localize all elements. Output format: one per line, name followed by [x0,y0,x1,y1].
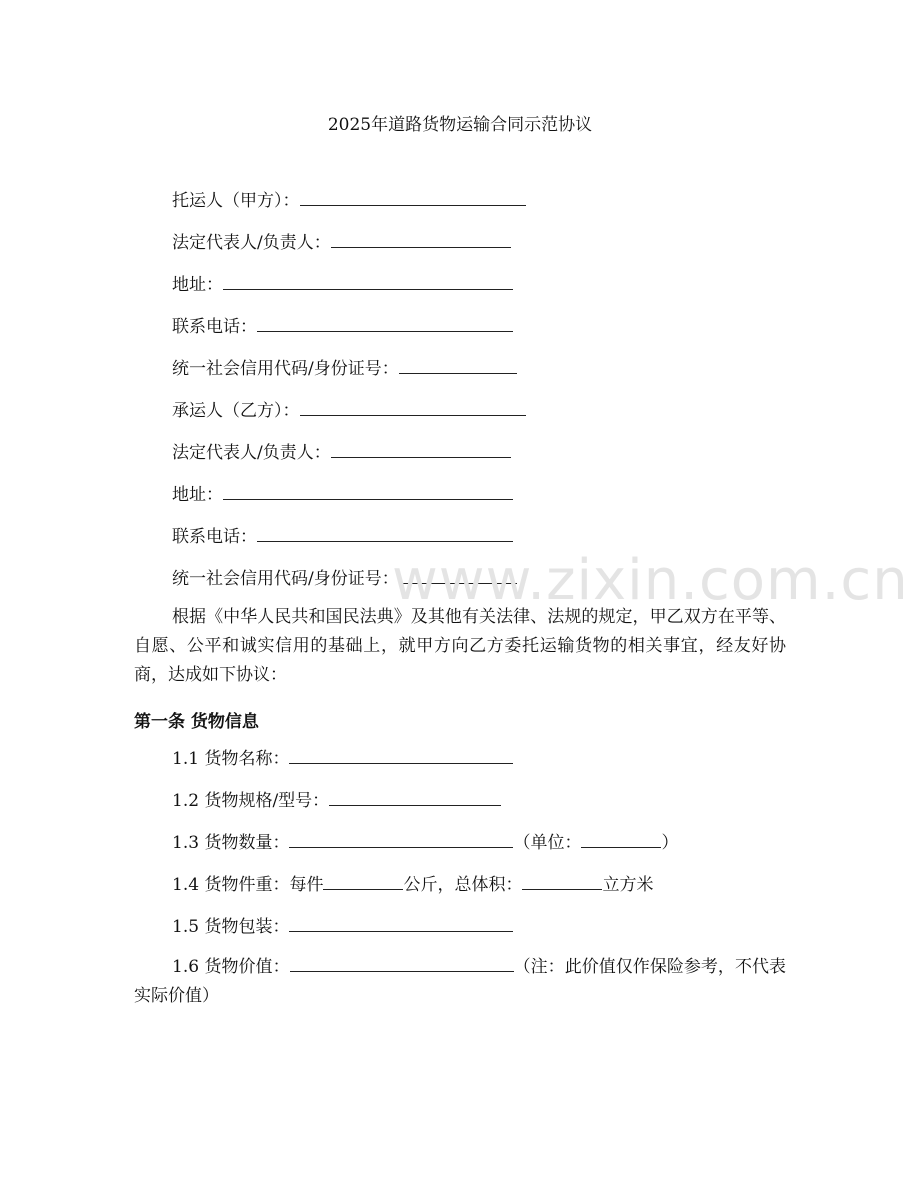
goods-value-blank[interactable] [290,955,514,972]
carrier-address-line [172,483,513,506]
goods-volume-unit: 立方米 [602,875,654,895]
document-title: 2025年道路货物运输合同示范协议 [327,115,593,135]
goods-volume-label: 公斤，总体积： [403,875,523,895]
goods-name-line [172,747,513,770]
goods-value-note: （注：此价值仅作保险参考，不代表实际价值） [134,957,786,1006]
goods-spec-label: 1.2 货物规格/型号： [172,791,330,811]
shipper-rep-blank[interactable] [331,231,511,248]
carrier-address-blank[interactable] [223,483,513,500]
goods-spec-line [172,789,501,812]
goods-value-line [134,953,786,1011]
goods-quantity-label: 1.3 货物数量： [172,833,290,853]
shipper-phone-label: 联系电话： [172,317,257,337]
carrier-phone-line [172,525,513,548]
goods-packaging-label: 1.5 货物包装： [172,917,290,937]
carrier-phone-blank[interactable] [257,525,513,542]
goods-name-label: 1.1 货物名称： [172,749,290,769]
goods-unit-label: （单位： [513,833,582,853]
shipper-id-line [172,357,517,380]
goods-quantity-line [172,831,678,854]
shipper-phone-line [172,315,513,338]
carrier-blank[interactable] [300,399,526,416]
goods-packaging-blank[interactable] [289,915,513,932]
goods-quantity-blank[interactable] [289,831,513,848]
goods-unit-blank[interactable] [581,831,661,848]
goods-packaging-line [172,915,513,938]
goods-weight-line [172,873,653,896]
shipper-rep-line [172,231,511,254]
goods-value-label: 1.6 货物价值： [172,957,290,977]
carrier-line [172,399,526,422]
goods-unit-close: ） [661,833,679,853]
carrier-id-label: 统一社会信用代码/身份证号： [172,569,399,589]
shipper-id-label: 统一社会信用代码/身份证号： [172,359,399,379]
goods-weight-label: 1.4 货物件重：每件 [172,875,324,895]
shipper-blank[interactable] [300,189,526,206]
shipper-id-blank[interactable] [399,357,517,374]
shipper-line [172,189,526,212]
carrier-rep-line [172,441,511,464]
shipper-label: 托运人（甲方）： [172,191,300,211]
goods-spec-blank[interactable] [329,789,501,806]
shipper-address-blank[interactable] [223,273,513,290]
carrier-phone-label: 联系电话： [172,527,257,547]
carrier-rep-label: 法定代表人/负责人： [172,443,331,463]
carrier-address-label: 地址： [172,485,223,505]
section-heading: 第一条 货物信息 [134,712,259,732]
carrier-rep-blank[interactable] [331,441,511,458]
shipper-phone-blank[interactable] [257,315,513,332]
watermark: www.zixin.com.cn [392,548,909,613]
shipper-address-line [172,273,513,296]
intro-paragraph: 根据《中华人民共和国民法典》及其他有关法律、法规的规定，甲乙双方在平等、自愿、公平和诚实信用的基础上，就甲方向乙方委托运输货物的相关事宜，经友好协商，达成如下协议： [134,607,786,685]
carrier-label: 承运人（乙方）： [172,401,300,421]
goods-weight-blank[interactable] [323,873,403,890]
shipper-address-label: 地址： [172,275,223,295]
goods-volume-blank[interactable] [522,873,602,890]
shipper-rep-label: 法定代表人/负责人： [172,233,331,253]
goods-name-blank[interactable] [289,747,513,764]
